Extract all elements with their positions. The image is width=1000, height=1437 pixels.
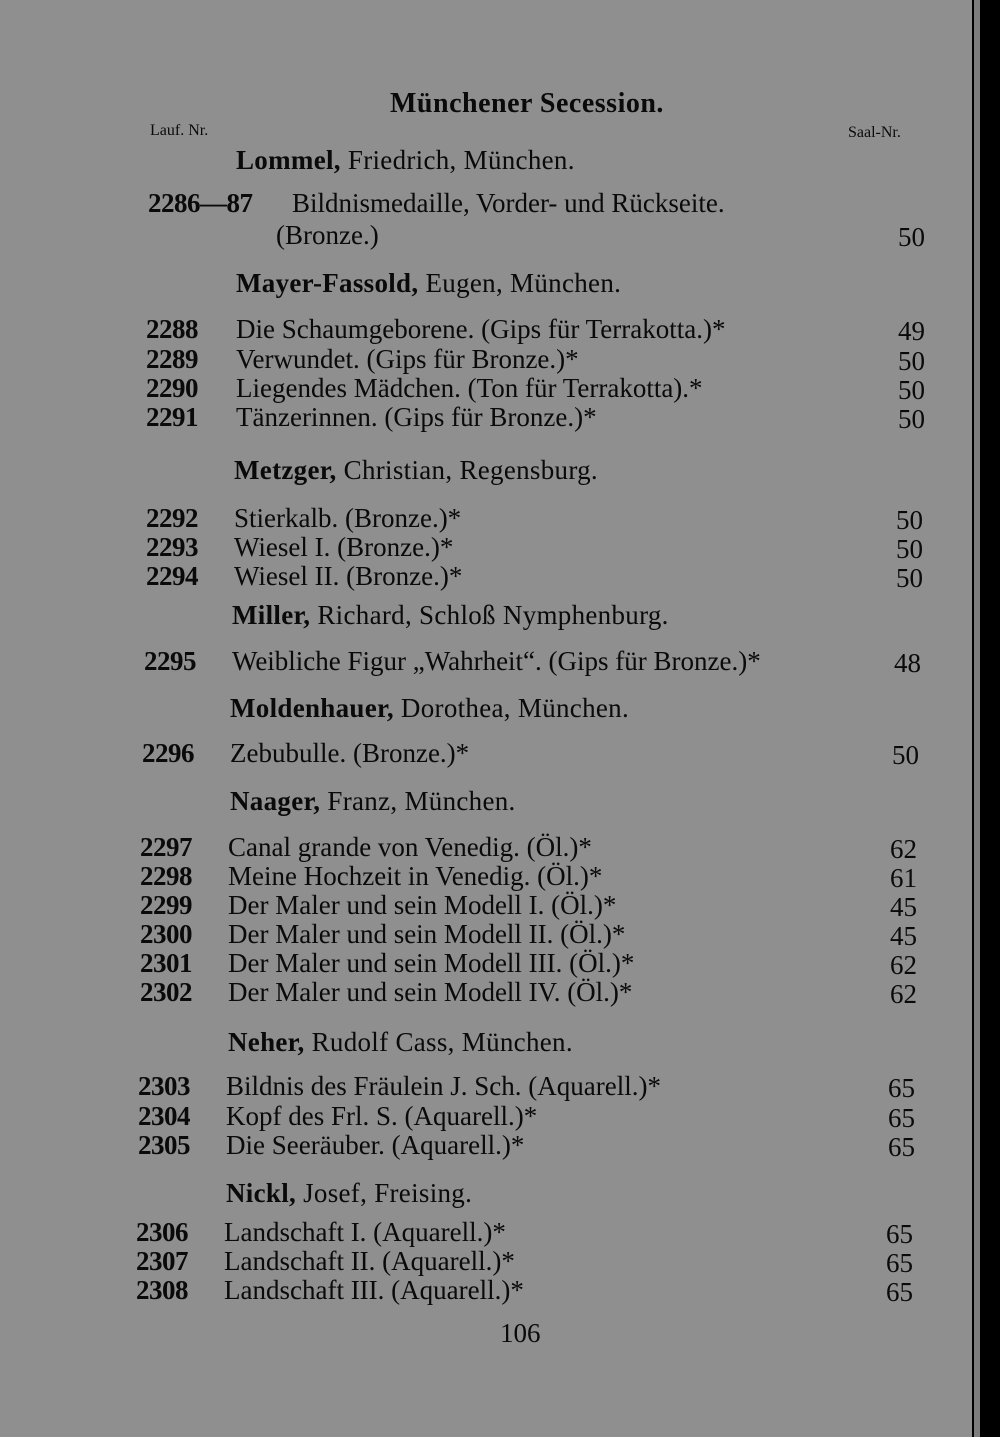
- entry-saal-number: 50: [898, 222, 925, 252]
- entry-saal-number: 50: [896, 563, 923, 593]
- entry-title: Zebubulle. (Bronze.)*: [230, 738, 470, 768]
- catalog-entry: [0, 977, 1000, 1007]
- artist-surname: Mayer-Fassold,: [236, 268, 419, 298]
- entry-title: Kopf des Frl. S. (Aquarell.)*: [226, 1101, 538, 1131]
- entry-saal-number: 48: [894, 648, 921, 678]
- catalog-entry: [0, 503, 1000, 533]
- entry-number: 2294: [146, 561, 198, 591]
- entry-saal-number: 62: [890, 950, 917, 980]
- entry-saal-number: 65: [888, 1132, 915, 1162]
- artist-heading: [234, 455, 598, 486]
- artist-heading: [236, 268, 621, 299]
- entry-number: 2286—87: [148, 188, 253, 218]
- entry-number: 2291: [146, 402, 198, 432]
- entry-number: 2288: [146, 314, 198, 344]
- artist-details: Franz, München.: [320, 786, 516, 816]
- entry-title: Weibliche Figur „Wahrheit“. (Gips für Bronze.)*: [232, 646, 761, 676]
- artist-surname: Nickl,: [226, 1178, 297, 1208]
- entry-saal-number: 50: [898, 375, 925, 405]
- catalog-entry: [0, 561, 1000, 591]
- artist-heading: [226, 1178, 472, 1209]
- entry-title: Liegendes Mädchen. (Ton für Terrakotta).*: [236, 373, 703, 403]
- entry-saal-number: 65: [888, 1073, 915, 1103]
- catalog-entry: [0, 1217, 1000, 1247]
- artist-details: Eugen, München.: [418, 268, 622, 298]
- catalog-entry: [0, 314, 1000, 344]
- entry-title: Der Maler und sein Modell IV. (Öl.)*: [228, 977, 633, 1007]
- entry-title: Die Seeräuber. (Aquarell.)*: [226, 1130, 525, 1160]
- entry-number: 2307: [136, 1246, 188, 1276]
- artist-surname: Miller,: [232, 600, 311, 630]
- entry-title: Meine Hochzeit in Venedig. (Öl.)*: [228, 861, 603, 891]
- catalog-entry: [0, 344, 1000, 374]
- entry-saal-number: 50: [896, 505, 923, 535]
- lauf-nr-heading: Lauf. Nr.: [150, 122, 209, 139]
- artist-heading: [230, 693, 629, 724]
- catalog-entry: [0, 373, 1000, 403]
- catalog-entry: [0, 890, 1000, 920]
- entry-number: 2299: [140, 890, 192, 920]
- entry-title: Der Maler und sein Modell I. (Öl.)*: [228, 890, 617, 920]
- catalog-entry: [0, 1246, 1000, 1276]
- catalog-entry: [0, 861, 1000, 891]
- entry-title-continued: (Bronze.): [276, 220, 379, 250]
- entry-title: Stierkalb. (Bronze.)*: [234, 503, 462, 533]
- entry-number: 2308: [136, 1275, 188, 1305]
- page-title: Münchener Secession.: [390, 88, 664, 119]
- entry-saal-number: 65: [886, 1219, 913, 1249]
- catalog-entry: [0, 532, 1000, 562]
- catalog-entry: [0, 832, 1000, 862]
- entry-number: 2292: [146, 503, 198, 533]
- entry-title: Der Maler und sein Modell III. (Öl.)*: [228, 948, 635, 978]
- artist-details: Josef, Freising.: [296, 1178, 473, 1208]
- artist-details: Rudolf Cass, München.: [304, 1027, 573, 1057]
- entry-number: 2290: [146, 373, 198, 403]
- entry-saal-number: 50: [898, 404, 925, 434]
- entry-saal-number: 62: [890, 979, 917, 1009]
- entry-number: 2303: [138, 1071, 190, 1101]
- entry-saal-number: 49: [898, 316, 925, 346]
- entry-saal-number: 45: [890, 921, 917, 951]
- catalog-entry: [0, 1130, 1000, 1160]
- entry-title: Verwundet. (Gips für Bronze.)*: [236, 344, 579, 374]
- catalog-entry: [0, 919, 1000, 949]
- entry-number: 2302: [140, 977, 192, 1007]
- entry-saal-number: 45: [890, 892, 917, 922]
- artist-heading: [228, 1027, 573, 1058]
- entry-title: Landschaft III. (Aquarell.)*: [224, 1275, 524, 1305]
- artist-details: Christian, Regensburg.: [336, 455, 598, 485]
- catalog-entry: [0, 646, 1000, 676]
- catalog-entry: [0, 1071, 1000, 1101]
- saal-nr-heading: Saal-Nr.: [848, 124, 901, 141]
- entry-title: Landschaft I. (Aquarell.)*: [224, 1217, 506, 1247]
- artist-surname: Neher,: [228, 1027, 305, 1057]
- artist-surname: Naager,: [230, 786, 321, 816]
- entry-saal-number: 50: [892, 740, 919, 770]
- entry-number: 2306: [136, 1217, 188, 1247]
- entry-saal-number: 65: [888, 1103, 915, 1133]
- artist-heading: [232, 600, 669, 631]
- artist-details: Dorothea, München.: [393, 693, 630, 723]
- entry-number: 2305: [138, 1130, 190, 1160]
- entry-saal-number: 50: [898, 346, 925, 376]
- entry-saal-number: 65: [886, 1277, 913, 1307]
- entry-saal-number: 50: [896, 534, 923, 564]
- artist-surname: Lommel,: [236, 145, 341, 175]
- artist-heading: [236, 145, 575, 176]
- catalog-entry: [0, 738, 1000, 768]
- entry-number: 2301: [140, 948, 192, 978]
- entry-number: 2297: [140, 832, 192, 862]
- artist-heading: [230, 786, 516, 817]
- catalog-entry: [0, 402, 1000, 432]
- entry-saal-number: 62: [890, 834, 917, 864]
- entry-saal-number: 65: [886, 1248, 913, 1278]
- artist-details: Richard, Schloß Nymphenburg.: [310, 600, 669, 630]
- entry-title: Canal grande von Venedig. (Öl.)*: [228, 832, 592, 862]
- entry-saal-number: 61: [890, 863, 917, 893]
- catalog-entry: [0, 1101, 1000, 1131]
- entry-title: Wiesel I. (Bronze.)*: [234, 532, 454, 562]
- entry-number: 2304: [138, 1101, 190, 1131]
- entry-title: Tänzerinnen. (Gips für Bronze.)*: [236, 402, 597, 432]
- entry-title: Bildnismedaille, Vorder- und Rückseite.: [292, 188, 725, 218]
- catalog-entry: [0, 188, 1000, 252]
- entry-number: 2300: [140, 919, 192, 949]
- entry-title: Die Schaumgeborene. (Gips für Terrakotta.)*: [236, 314, 726, 344]
- entry-number: 2296: [142, 738, 194, 768]
- catalog-entry: [0, 948, 1000, 978]
- entry-title: Wiesel II. (Bronze.)*: [234, 561, 463, 591]
- artist-surname: Moldenhauer,: [230, 693, 394, 723]
- entry-title: Landschaft II. (Aquarell.)*: [224, 1246, 515, 1276]
- artist-details: Friedrich, München.: [340, 145, 575, 175]
- entry-number: 2298: [140, 861, 192, 891]
- entry-number: 2293: [146, 532, 198, 562]
- artist-surname: Metzger,: [234, 455, 337, 485]
- page-number: 106: [500, 1318, 541, 1348]
- entry-title: Der Maler und sein Modell II. (Öl.)*: [228, 919, 626, 949]
- catalog-entry: [0, 1275, 1000, 1305]
- entry-title: Bildnis des Fräulein J. Sch. (Aquarell.)*: [226, 1071, 661, 1101]
- entry-number: 2289: [146, 344, 198, 374]
- entry-number: 2295: [144, 646, 196, 676]
